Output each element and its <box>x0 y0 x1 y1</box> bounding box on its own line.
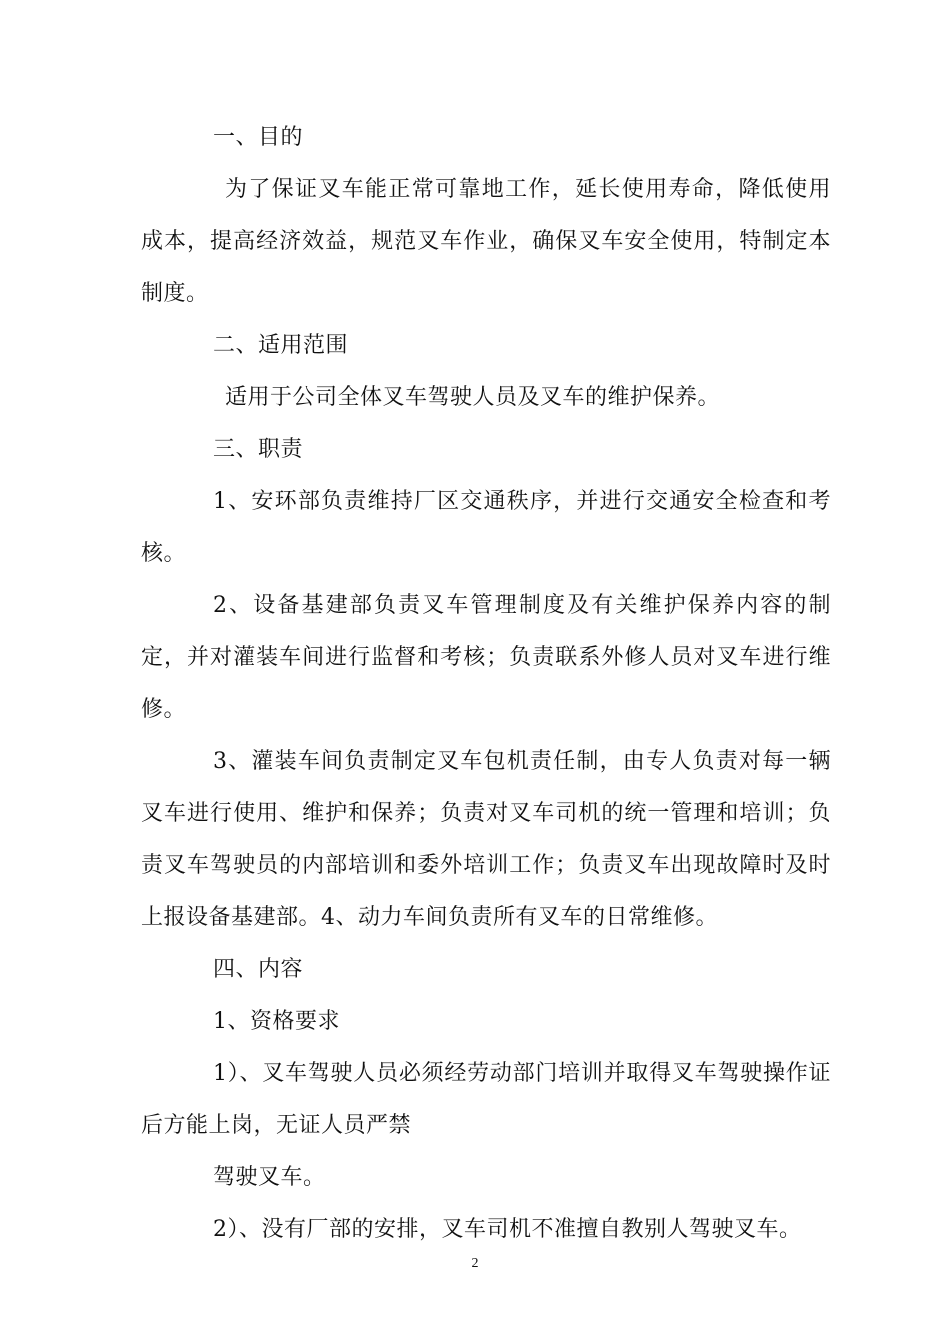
paragraph-qualification-1: 1）、叉车驾驶人员必须经劳动部门培训并取得叉车驾驶操作证后方能上岗，无证人员严禁 <box>141 1061 831 1138</box>
paragraph-responsibility-2: 2、设备基建部负责叉车管理制度及有关维护保养内容的制定，并对灌装车间进行监督和考核；负责联系外修人员对叉车进行维修。 <box>141 593 831 722</box>
section-heading-responsibilities: 三、职责 <box>213 437 304 462</box>
page-number: 2 <box>471 1256 479 1271</box>
document-body <box>141 112 831 1256</box>
section-heading-purpose: 一、目的 <box>213 125 304 150</box>
paragraph-scope: 适用于公司全体叉车驾驶人员及叉车的维护保养。 <box>225 385 721 410</box>
subheading-qualification: 1、资格要求 <box>213 1009 340 1034</box>
paragraph-purpose: 为了保证叉车能正常可靠地工作，延长使用寿命，降低使用成本，提高经济效益，规范叉车作业，确保叉车安全使用，特制定本制度。 <box>141 177 831 306</box>
paragraph-responsibility-3: 3、灌装车间负责制定叉车包机责任制，由专人负责对每一辆叉车进行使用、维护和保养；负责对叉车司机的统一管理和培训；负责叉车驾驶员的内部培训和委外培训工作；负责叉车出现故障时及时上报设备基建部。4、动力车间负责所有叉车的日常维修。 <box>141 749 831 930</box>
section-heading-scope: 二、适用范围 <box>213 333 349 358</box>
paragraph-qualification-1-continued: 驾驶叉车。 <box>213 1165 326 1190</box>
section-heading-content: 四、内容 <box>213 957 304 982</box>
paragraph-responsibility-1: 1、安环部负责维持厂区交通秩序，并进行交通安全检查和考核。 <box>141 489 831 566</box>
paragraph-qualification-2: 2）、没有厂部的安排，叉车司机不准擅自教别人驾驶叉车。 <box>213 1217 802 1242</box>
